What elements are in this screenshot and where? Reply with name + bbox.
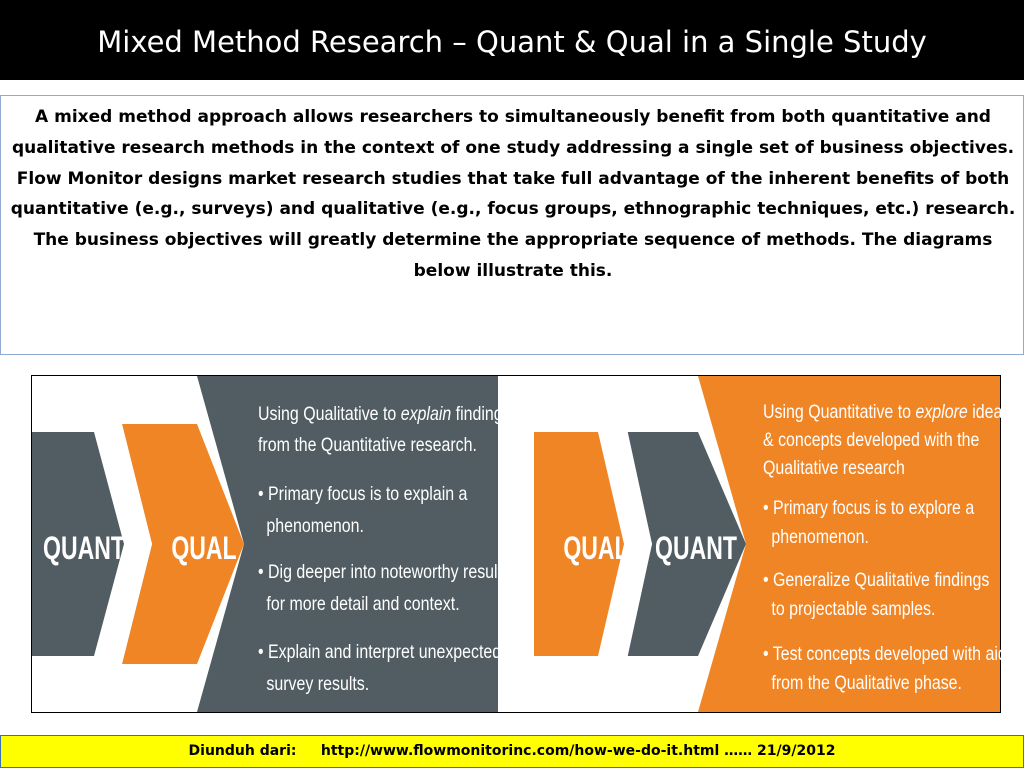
bullet-1-line-1: • Primary focus is to explore a	[763, 496, 975, 519]
intro-paragraph-3: The business objectives will greatly determine the appropriate sequence of methods. The diagrams below illustrate this.	[33, 230, 993, 281]
source-footer	[0, 735, 1024, 768]
intro-paragraph-2: Flow Monitor designs market research studies that take full advantage of the inherent benefits of both quantitative (e.g., surveys) and qualitative (e.g., focus groups, ethnographic techniques, etc.) research.	[10, 168, 1016, 220]
panel-heading-line-3: Qualitative research	[763, 456, 905, 479]
diagram-canvas	[32, 376, 1011, 712]
bullet-1-line-2: phenomenon.	[771, 525, 869, 548]
bullet-3-line-1: • Explain and interpret unexpected	[258, 640, 502, 663]
qual-label: QUAL	[171, 530, 237, 566]
bullet-3-line-2: survey results.	[266, 672, 370, 695]
panel-heading-line-1: Using Qualitative to explain findings	[258, 402, 511, 425]
bullet-3-line-2: from the Qualitative phase.	[771, 671, 962, 694]
intro-body	[7, 102, 1019, 287]
intro-paragraph-1: A mixed method approach allows researchers to simultaneously benefit from both quantitative and qualitative research methods in the context of one study addressing a single set of business objectives.	[11, 107, 1015, 158]
bullet-3-line-1: • Test concepts developed with aid	[763, 642, 1007, 665]
bullet-2-line-1: • Generalize Qualitative findings	[763, 568, 990, 591]
slide-title: Mixed Method Research – Quant & Qual in a Single Study	[97, 25, 927, 59]
source-prefix: Diunduh dari:	[188, 743, 297, 759]
diagram-qual-then-quant	[534, 376, 1011, 712]
bullet-2-line-2: to projectable samples.	[771, 597, 936, 620]
panel-heading-line-2: from the Quantitative research.	[258, 433, 477, 456]
source-date: …… 21/9/2012	[724, 743, 836, 759]
panel-heading-line-2: & concepts developed with the	[763, 428, 980, 451]
source-link[interactable]: http://www.flowmonitorinc.com/how-we-do-it.html	[320, 743, 720, 759]
diagram-quant-then-qual	[32, 376, 511, 712]
intro-text-box	[0, 95, 1024, 355]
bullet-1-line-1: • Primary focus is to explain a	[258, 482, 468, 505]
quant-label: QUANT	[655, 530, 737, 566]
panel-heading-line-1: Using Quantitative to explore ideas	[763, 400, 1011, 423]
title-bar	[0, 0, 1024, 80]
bullet-2-line-1: • Dig deeper into noteworthy results	[258, 560, 511, 583]
quant-label: QUANT	[43, 530, 125, 566]
method-sequence-diagrams	[31, 375, 1011, 713]
bullet-2-line-2: for more detail and context.	[266, 592, 460, 615]
qual-label: QUAL	[563, 530, 629, 566]
bullet-1-line-2: phenomenon.	[266, 514, 364, 537]
source-citation	[1, 741, 1023, 761]
